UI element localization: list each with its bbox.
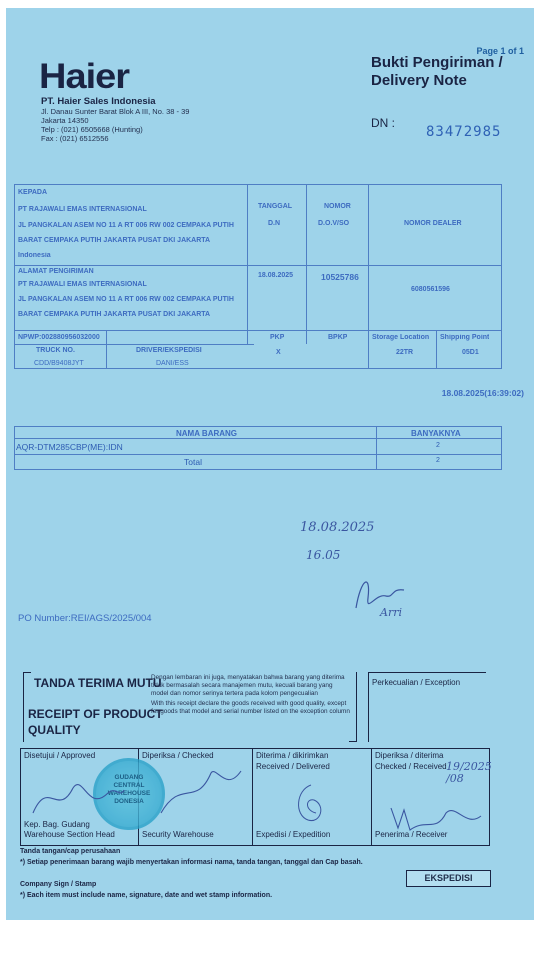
dn-label: DN :: [371, 116, 395, 130]
dealer-label: NOMOR DEALER: [404, 220, 462, 227]
dealer-number: 6080561596: [411, 286, 450, 293]
received-label-en: Received / Delivered: [256, 762, 330, 771]
nomor-label: NOMOR: [324, 203, 351, 210]
shipping-point-label: Shipping Point: [440, 334, 490, 341]
exception-label: Perkecualian / Exception: [372, 678, 461, 687]
driver-value: DANI/ESS: [156, 360, 189, 367]
po-number: PO Number:REI/AGS/2025/004: [18, 613, 152, 624]
approved-signature: [28, 768, 128, 823]
ekspedisi-box: EKSPEDISI: [406, 870, 491, 887]
checked-received-label-en: Checked / Received: [375, 762, 447, 771]
received-label: Diterima / dikirimkan: [256, 751, 329, 760]
receipt-text-id: Dengan lembaran ini juga, menyatakan bahwa barang yang diterima tidak bermasalah secara manajemen mutu, kecuali barang yang model dan nomor serinya tertera pada kolom pengecualian: [151, 674, 345, 697]
tanggal-label: TANGGAL: [258, 203, 293, 210]
haier-logo: Haier: [39, 57, 130, 97]
delivery-note-page: [6, 8, 534, 920]
kepada-label: KEPADA: [18, 189, 48, 196]
footer-sign-id: Tanda tangan/cap perusahaan: [20, 848, 121, 855]
ship-address-2: BARAT CEMPAKA PUTIH JAKARTA PUSAT DKI JAKARTA: [18, 311, 211, 318]
print-datetime: 18.08.2025(16:39:02): [441, 388, 524, 398]
stamp-text: GUDANG CENTRAL WAREHOUSE DONESIA: [107, 774, 151, 805]
approved-label: Disetujui / Approved: [24, 751, 96, 760]
checked-received-label: Diperiksa / diterima: [375, 751, 444, 760]
document-title: Bukti Pengiriman / Delivery Note: [371, 54, 503, 89]
customer-address-1: JL PANGKALAN ASEM NO 11 A RT 006 RW 002 CEMPAKA PUTIH: [18, 222, 234, 229]
bpkp-label: BPKP: [328, 334, 348, 341]
truck-label: TRUCK NO.: [36, 347, 75, 354]
total-qty: 2: [436, 457, 440, 464]
storage-location-value: 22TR: [396, 349, 414, 356]
receipt-title-id: TANDA TERIMA MUTU: [34, 676, 162, 690]
alamat-label: ALAMAT PENGIRIMAN: [18, 268, 94, 275]
col-item-name: NAMA BARANG: [176, 429, 238, 438]
pkp-value: X: [276, 349, 281, 356]
receipt-text-en: With this receipt declare the goods received with good quality, except for goods that model and serial number listed on the exception column: [151, 700, 350, 715]
item-qty: 2: [436, 442, 440, 449]
npwp: NPWP:002880956032000: [18, 334, 100, 341]
company-address: Jl. Danau Sunter Barat Blok A III, No. 38 - 39 Jakarta 14350 Telp : (021) 6505668 (Hunting) Fax : (021) 6512556: [41, 107, 190, 143]
security-warehouse: Security Warehouse: [142, 830, 214, 839]
footer-sign-en: Company Sign / Stamp: [20, 881, 97, 888]
signature-name: Arri: [380, 606, 402, 619]
footer-note-id: *) Setiap penerimaan barang wajib menyertakan informasi nama, tanda tangan, tanggal dan Cap basah.: [20, 859, 363, 866]
receipt-title-en-2: QUALITY: [28, 723, 81, 737]
handwritten-date: 18.08.2025: [300, 520, 375, 535]
handwritten-received-date: 19/2025 /08: [446, 760, 492, 785]
dn-date: 18.08.2025: [258, 272, 294, 279]
item-name: AQR-DTM285CBP(ME):IDN: [16, 442, 123, 452]
customer-address-2: BARAT CEMPAKA PUTIH JAKARTA PUSAT DKI JAKARTA: [18, 237, 211, 244]
company-name: PT. Haier Sales Indonesia: [41, 96, 156, 107]
customer-name: PT RAJAWALI EMAS INTERNASIONAL: [18, 206, 147, 213]
page-number: Page 1 of 1: [476, 46, 524, 56]
handwritten-time: 16.05: [306, 548, 341, 562]
customer-country: Indonesia: [18, 252, 51, 259]
expedition-label: Expedisi / Expedition: [256, 830, 331, 839]
checked-signature: [156, 763, 246, 823]
footer-note-en: *) Each item must include name, signature, date and wet stamp information.: [20, 892, 273, 899]
truck-value: CDD/B9408JYT: [34, 360, 84, 367]
receiver-label: Penerima / Receiver: [375, 830, 448, 839]
storage-location-label: Storage Location: [372, 334, 430, 341]
kep-bag-gudang: Kep. Bag. Gudang: [24, 820, 90, 829]
checked-label: Diperiksa / Checked: [142, 751, 214, 760]
dn-number: 83472985: [426, 124, 502, 140]
ship-name: PT RAJAWALI EMAS INTERNASIONAL: [18, 281, 147, 288]
delivered-signature: [286, 780, 336, 830]
warehouse-section-head: Warehouse Section Head: [24, 830, 115, 839]
ship-address-1: JL PANGKALAN ASEM NO 11 A RT 006 RW 002 CEMPAKA PUTIH: [18, 296, 234, 303]
tanggal-sub: D.N: [268, 220, 281, 227]
total-label: Total: [184, 457, 202, 467]
receipt-title-en: RECEIPT OF PRODUCT: [28, 707, 163, 721]
nomor-sub: D.O.V/SO: [318, 220, 350, 227]
do-number: 10525786: [321, 272, 359, 282]
driver-label: DRIVER/EKSPEDISI: [136, 347, 202, 354]
pkp-label: PKP: [270, 334, 285, 341]
col-quantity: BANYAKNYA: [411, 429, 461, 438]
shipping-point-value: 05D1: [462, 349, 479, 356]
